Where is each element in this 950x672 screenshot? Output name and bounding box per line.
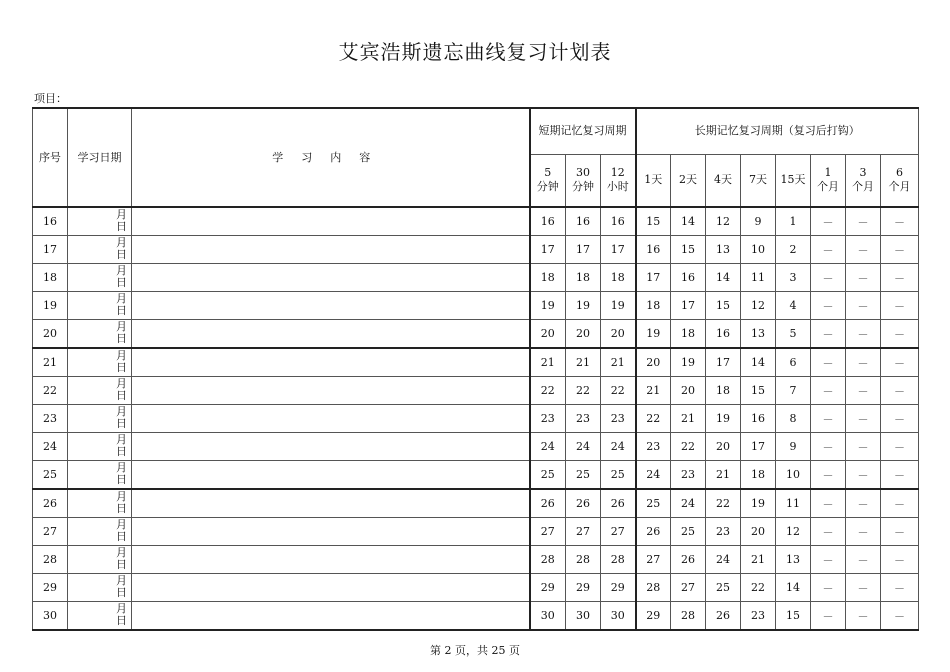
review-schedule-table: [32, 107, 919, 631]
long-term-review-cell[interactable]: －: [846, 377, 881, 405]
long-term-review-cell[interactable]: －: [881, 264, 919, 292]
day-label: 日: [116, 220, 127, 233]
short-term-review-cell: 29: [530, 574, 566, 602]
long-term-review-cell[interactable]: 14: [741, 348, 776, 377]
long-term-review-cell[interactable]: 15: [671, 236, 706, 264]
long-term-review-cell[interactable]: 12: [741, 292, 776, 320]
long-term-review-cell[interactable]: －: [846, 348, 881, 377]
long-term-review-cell[interactable]: 23: [671, 461, 706, 490]
seq-cell: 20: [33, 320, 68, 349]
seq-cell: 27: [33, 518, 68, 546]
long-term-review-cell[interactable]: 13: [706, 236, 741, 264]
long-term-review-cell[interactable]: 13: [776, 546, 811, 574]
page-footer: [0, 642, 950, 658]
long-term-review-cell[interactable]: 22: [671, 433, 706, 461]
day-label: 日: [116, 530, 127, 543]
short-term-review-cell: 16: [566, 207, 601, 236]
long-term-review-cell[interactable]: 15: [741, 377, 776, 405]
short-term-review-cell: 23: [601, 405, 636, 433]
short-term-review-cell: 22: [530, 377, 566, 405]
header-short-col: 5 分钟: [530, 154, 566, 207]
short-term-review-cell: 16: [601, 207, 636, 236]
long-term-review-cell[interactable]: －: [811, 405, 846, 433]
long-term-review-cell[interactable]: 10: [776, 461, 811, 490]
long-term-review-cell[interactable]: 16: [741, 405, 776, 433]
study-date-cell[interactable]: [68, 264, 132, 292]
short-term-review-cell: 23: [530, 405, 566, 433]
short-term-review-cell: 18: [566, 264, 601, 292]
long-term-review-cell[interactable]: －: [881, 320, 919, 349]
study-content-cell[interactable]: [132, 546, 530, 574]
study-date-cell[interactable]: [68, 461, 132, 490]
short-term-review-cell: 21: [601, 348, 636, 377]
study-content-cell[interactable]: [132, 405, 530, 433]
study-content-cell[interactable]: [132, 602, 530, 631]
header-long-col: 4天: [706, 154, 741, 207]
study-date-cell[interactable]: [68, 236, 132, 264]
long-term-review-cell[interactable]: 16: [636, 236, 671, 264]
table-row: [33, 602, 919, 631]
day-label: 日: [116, 586, 127, 599]
short-term-review-cell: 27: [530, 518, 566, 546]
long-term-review-cell[interactable]: 22: [741, 574, 776, 602]
long-term-review-cell[interactable]: －: [881, 574, 919, 602]
long-term-review-cell[interactable]: －: [811, 518, 846, 546]
long-term-review-cell[interactable]: 21: [671, 405, 706, 433]
seq-cell: 26: [33, 489, 68, 518]
long-term-review-cell[interactable]: －: [811, 433, 846, 461]
seq-cell: 22: [33, 377, 68, 405]
long-term-review-cell[interactable]: －: [811, 348, 846, 377]
study-date-cell[interactable]: [68, 405, 132, 433]
long-term-review-cell[interactable]: －: [846, 518, 881, 546]
month-label: 月: [116, 433, 127, 446]
short-term-review-cell: 27: [601, 518, 636, 546]
day-label: 日: [116, 248, 127, 261]
study-content-cell[interactable]: [132, 292, 530, 320]
long-term-review-cell[interactable]: 6: [776, 348, 811, 377]
long-term-review-cell[interactable]: 26: [671, 546, 706, 574]
short-term-review-cell: 24: [601, 433, 636, 461]
header-long-col: 15天: [776, 154, 811, 207]
short-term-review-cell: 28: [530, 546, 566, 574]
study-content-cell[interactable]: [132, 574, 530, 602]
header-short-col: 12 小时: [601, 154, 636, 207]
long-term-review-cell[interactable]: 4: [776, 292, 811, 320]
long-term-review-cell[interactable]: 11: [776, 489, 811, 518]
long-term-review-cell[interactable]: －: [811, 546, 846, 574]
long-term-review-cell[interactable]: 15: [706, 292, 741, 320]
long-term-review-cell[interactable]: 10: [741, 236, 776, 264]
long-term-review-cell[interactable]: －: [846, 207, 881, 236]
long-term-review-cell[interactable]: 18: [706, 377, 741, 405]
long-term-review-cell[interactable]: 9: [741, 207, 776, 236]
long-term-review-cell[interactable]: 18: [741, 461, 776, 490]
long-term-review-cell[interactable]: －: [881, 377, 919, 405]
long-term-review-cell[interactable]: 20: [671, 377, 706, 405]
long-term-review-cell[interactable]: 19: [741, 489, 776, 518]
long-term-review-cell[interactable]: －: [811, 207, 846, 236]
long-term-review-cell[interactable]: 28: [671, 602, 706, 631]
long-term-review-cell[interactable]: －: [846, 602, 881, 631]
table-row: [33, 489, 919, 518]
study-content-cell[interactable]: [132, 348, 530, 377]
study-content-cell[interactable]: [132, 433, 530, 461]
header-long-col: 1 个月: [811, 154, 846, 207]
long-term-review-cell[interactable]: 11: [741, 264, 776, 292]
month-label: 月: [116, 377, 127, 390]
long-term-review-cell[interactable]: －: [846, 546, 881, 574]
long-term-review-cell[interactable]: －: [881, 489, 919, 518]
study-content-cell[interactable]: [132, 377, 530, 405]
header-long-col: 6 个月: [881, 154, 919, 207]
long-term-review-cell[interactable]: 26: [706, 602, 741, 631]
long-term-review-cell[interactable]: 14: [706, 264, 741, 292]
table-row: [33, 320, 919, 349]
long-term-review-cell[interactable]: 28: [636, 574, 671, 602]
table-row: [33, 546, 919, 574]
long-term-review-cell[interactable]: 27: [671, 574, 706, 602]
long-term-review-cell[interactable]: 26: [636, 518, 671, 546]
short-term-review-cell: 29: [566, 574, 601, 602]
long-term-review-cell[interactable]: －: [811, 602, 846, 631]
long-term-review-cell[interactable]: 24: [671, 489, 706, 518]
long-term-review-cell[interactable]: 20: [706, 433, 741, 461]
short-term-review-cell: 18: [601, 264, 636, 292]
day-label: 日: [116, 332, 127, 345]
footer-suffix: 页: [509, 644, 520, 657]
short-term-review-cell: 30: [601, 602, 636, 631]
long-term-review-cell[interactable]: －: [881, 207, 919, 236]
long-term-review-cell[interactable]: 12: [776, 518, 811, 546]
long-term-review-cell[interactable]: 25: [671, 518, 706, 546]
long-term-review-cell[interactable]: 17: [741, 433, 776, 461]
header-short-col: 30 分钟: [566, 154, 601, 207]
month-label: 月: [116, 208, 127, 221]
long-term-review-cell[interactable]: 25: [636, 489, 671, 518]
study-content-cell[interactable]: [132, 320, 530, 349]
long-term-review-cell[interactable]: 18: [636, 292, 671, 320]
long-term-review-cell[interactable]: 8: [776, 405, 811, 433]
month-label: 月: [116, 546, 127, 559]
long-term-review-cell[interactable]: 17: [636, 264, 671, 292]
seq-cell: 25: [33, 461, 68, 490]
long-term-review-cell[interactable]: 19: [671, 348, 706, 377]
long-term-review-cell[interactable]: 2: [776, 236, 811, 264]
short-term-review-cell: 26: [530, 489, 566, 518]
long-term-review-cell[interactable]: 1: [776, 207, 811, 236]
short-term-review-cell: 23: [566, 405, 601, 433]
long-term-review-cell[interactable]: 21: [706, 461, 741, 490]
long-term-review-cell[interactable]: －: [881, 348, 919, 377]
seq-cell: 17: [33, 236, 68, 264]
table-row: [33, 236, 919, 264]
table-row: [33, 207, 919, 236]
footer-mid: 页，共: [455, 644, 488, 657]
seq-cell: 28: [33, 546, 68, 574]
long-term-review-cell[interactable]: 23: [636, 433, 671, 461]
short-term-review-cell: 25: [530, 461, 566, 490]
long-term-review-cell[interactable]: －: [811, 377, 846, 405]
table-row: [33, 518, 919, 546]
long-term-review-cell[interactable]: －: [881, 433, 919, 461]
long-term-review-cell[interactable]: 21: [636, 377, 671, 405]
short-term-review-cell: 20: [601, 320, 636, 349]
short-term-review-cell: 19: [566, 292, 601, 320]
study-content-cell[interactable]: [132, 489, 530, 518]
short-term-review-cell: 26: [601, 489, 636, 518]
short-term-review-cell: 26: [566, 489, 601, 518]
month-label: 月: [116, 574, 127, 587]
short-term-review-cell: 18: [530, 264, 566, 292]
table-row: [33, 461, 919, 490]
day-label: 日: [116, 614, 127, 627]
seq-cell: 24: [33, 433, 68, 461]
day-label: 日: [116, 558, 127, 571]
long-term-review-cell[interactable]: －: [881, 236, 919, 264]
long-term-review-cell[interactable]: 5: [776, 320, 811, 349]
header-long-col: 7天: [741, 154, 776, 207]
long-term-review-cell[interactable]: 15: [636, 207, 671, 236]
day-label: 日: [116, 304, 127, 317]
short-term-review-cell: 19: [601, 292, 636, 320]
long-term-review-cell[interactable]: －: [881, 518, 919, 546]
long-term-review-cell[interactable]: 20: [636, 348, 671, 377]
short-term-review-cell: 30: [566, 602, 601, 631]
long-term-review-cell[interactable]: 25: [706, 574, 741, 602]
page-title: 艾宾浩斯遗忘曲线复习计划表: [338, 40, 612, 64]
long-term-review-cell[interactable]: 23: [706, 518, 741, 546]
table-row: [33, 574, 919, 602]
month-label: 月: [116, 292, 127, 305]
day-label: 日: [116, 417, 127, 430]
study-content-cell[interactable]: [132, 236, 530, 264]
long-term-review-cell[interactable]: －: [846, 236, 881, 264]
table-row: [33, 405, 919, 433]
header-long-col: 3 个月: [846, 154, 881, 207]
month-label: 月: [116, 320, 127, 333]
long-term-review-cell[interactable]: －: [881, 405, 919, 433]
long-term-review-cell[interactable]: 18: [671, 320, 706, 349]
long-term-review-cell[interactable]: －: [881, 292, 919, 320]
short-term-review-cell: 30: [530, 602, 566, 631]
seq-cell: 29: [33, 574, 68, 602]
long-term-review-cell[interactable]: －: [811, 292, 846, 320]
short-term-review-cell: 27: [566, 518, 601, 546]
table-row: [33, 264, 919, 292]
long-term-review-cell[interactable]: －: [811, 489, 846, 518]
long-term-review-cell[interactable]: 24: [636, 461, 671, 490]
footer-prefix: 第: [430, 644, 441, 657]
study-date-cell[interactable]: [68, 574, 132, 602]
header-long-col: 1天: [636, 154, 671, 207]
month-label: 月: [116, 236, 127, 249]
study-date-cell[interactable]: [68, 518, 132, 546]
long-term-review-cell[interactable]: 3: [776, 264, 811, 292]
header-long-col: 2天: [671, 154, 706, 207]
long-term-review-cell[interactable]: 22: [636, 405, 671, 433]
long-term-review-cell[interactable]: －: [811, 574, 846, 602]
long-term-review-cell[interactable]: －: [881, 461, 919, 490]
seq-cell: 23: [33, 405, 68, 433]
short-term-review-cell: 20: [566, 320, 601, 349]
long-term-review-cell[interactable]: －: [881, 546, 919, 574]
long-term-review-cell[interactable]: 16: [671, 264, 706, 292]
short-term-review-cell: 21: [530, 348, 566, 377]
month-label: 月: [116, 518, 127, 531]
long-term-review-cell[interactable]: 12: [706, 207, 741, 236]
long-term-review-cell[interactable]: －: [846, 264, 881, 292]
seq-cell: 16: [33, 207, 68, 236]
study-date-cell[interactable]: [68, 602, 132, 631]
long-term-review-cell[interactable]: 20: [741, 518, 776, 546]
footer-page-number: 2: [444, 644, 452, 657]
long-term-review-cell[interactable]: 23: [741, 602, 776, 631]
header-seq: 序号: [33, 108, 68, 207]
table-row: [33, 433, 919, 461]
study-date-cell[interactable]: [68, 489, 132, 518]
short-term-review-cell: 17: [530, 236, 566, 264]
short-term-review-cell: 24: [530, 433, 566, 461]
long-term-review-cell[interactable]: －: [881, 602, 919, 631]
seq-cell: 19: [33, 292, 68, 320]
long-term-review-cell[interactable]: 22: [706, 489, 741, 518]
study-date-cell[interactable]: [68, 433, 132, 461]
long-term-review-cell[interactable]: 21: [741, 546, 776, 574]
study-date-cell[interactable]: [68, 348, 132, 377]
seq-cell: 18: [33, 264, 68, 292]
table-row: [33, 292, 919, 320]
seq-cell: 21: [33, 348, 68, 377]
long-term-review-cell[interactable]: 27: [636, 546, 671, 574]
short-term-review-cell: 25: [601, 461, 636, 490]
study-date-cell[interactable]: [68, 546, 132, 574]
long-term-review-cell[interactable]: －: [846, 320, 881, 349]
long-term-review-cell[interactable]: －: [846, 489, 881, 518]
short-term-review-cell: 29: [601, 574, 636, 602]
day-label: 日: [116, 473, 127, 486]
table-row: [33, 377, 919, 405]
month-label: 月: [116, 405, 127, 418]
seq-cell: 30: [33, 602, 68, 631]
project-label: 项目：: [34, 92, 67, 105]
short-term-review-cell: 28: [601, 546, 636, 574]
long-term-review-cell[interactable]: 19: [636, 320, 671, 349]
study-date-cell[interactable]: [68, 377, 132, 405]
long-term-review-cell[interactable]: 17: [706, 348, 741, 377]
long-term-review-cell[interactable]: 19: [706, 405, 741, 433]
long-term-review-cell[interactable]: 14: [671, 207, 706, 236]
short-term-review-cell: 24: [566, 433, 601, 461]
long-term-review-cell[interactable]: 29: [636, 602, 671, 631]
footer-total-pages: 25: [491, 644, 506, 657]
short-term-review-cell: 22: [601, 377, 636, 405]
long-term-review-cell[interactable]: 13: [741, 320, 776, 349]
month-label: 月: [116, 461, 127, 474]
month-label: 月: [116, 349, 127, 362]
long-term-review-cell[interactable]: 16: [706, 320, 741, 349]
long-term-review-cell[interactable]: －: [846, 433, 881, 461]
header-content: 学习内容: [132, 108, 530, 207]
long-term-review-cell[interactable]: －: [811, 320, 846, 349]
header-date: 学习日期: [68, 108, 132, 207]
long-term-review-cell[interactable]: 15: [776, 602, 811, 631]
study-content-cell[interactable]: [132, 518, 530, 546]
long-term-review-cell[interactable]: 9: [776, 433, 811, 461]
short-term-review-cell: 20: [530, 320, 566, 349]
long-term-review-cell[interactable]: －: [846, 292, 881, 320]
day-label: 日: [116, 389, 127, 402]
study-content-cell[interactable]: [132, 461, 530, 490]
month-label: 月: [116, 490, 127, 503]
month-label: 月: [116, 602, 127, 615]
study-content-cell[interactable]: [132, 207, 530, 236]
day-label: 日: [116, 361, 127, 374]
short-term-review-cell: 22: [566, 377, 601, 405]
long-term-review-cell[interactable]: －: [811, 461, 846, 490]
study-date-cell[interactable]: [68, 320, 132, 349]
short-term-review-cell: 19: [530, 292, 566, 320]
table-row: [33, 348, 919, 377]
short-term-review-cell: 21: [566, 348, 601, 377]
short-term-review-cell: 25: [566, 461, 601, 490]
long-term-review-cell[interactable]: 17: [671, 292, 706, 320]
long-term-review-cell[interactable]: 14: [776, 574, 811, 602]
long-term-review-cell[interactable]: 7: [776, 377, 811, 405]
study-date-cell[interactable]: [68, 292, 132, 320]
long-term-review-cell[interactable]: －: [846, 574, 881, 602]
header-short-term: 短期记忆复习周期: [530, 108, 636, 154]
header-long-term: 长期记忆复习周期（复习后打钩）: [636, 108, 919, 154]
day-label: 日: [116, 276, 127, 289]
long-term-review-cell[interactable]: －: [846, 405, 881, 433]
long-term-review-cell[interactable]: －: [811, 264, 846, 292]
day-label: 日: [116, 445, 127, 458]
month-label: 月: [116, 264, 127, 277]
long-term-review-cell[interactable]: －: [811, 236, 846, 264]
day-label: 日: [116, 502, 127, 515]
short-term-review-cell: 17: [566, 236, 601, 264]
long-term-review-cell[interactable]: －: [846, 461, 881, 490]
short-term-review-cell: 16: [530, 207, 566, 236]
study-content-cell[interactable]: [132, 264, 530, 292]
short-term-review-cell: 28: [566, 546, 601, 574]
long-term-review-cell[interactable]: 24: [706, 546, 741, 574]
short-term-review-cell: 17: [601, 236, 636, 264]
study-date-cell[interactable]: [68, 207, 132, 236]
